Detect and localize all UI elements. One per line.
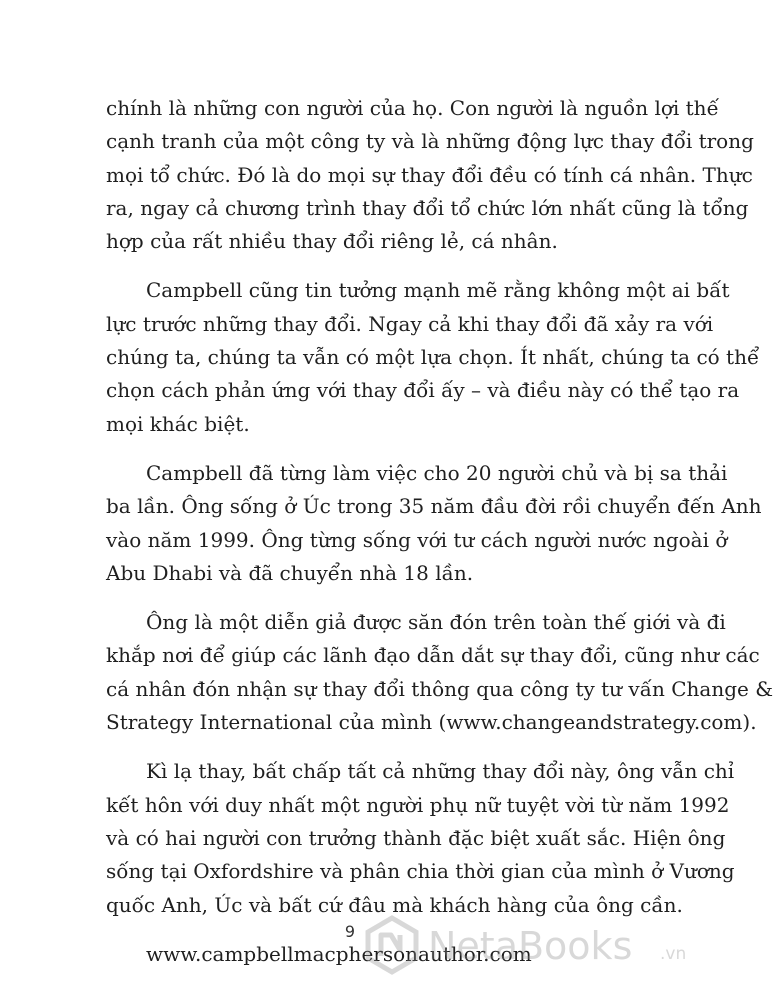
page-number: 9 [344,922,356,941]
text-line: mọi tổ chức. Đó là do mọi sự thay đổi đều có tính cá nhân. Thực [106,162,753,187]
watermark-suffix: .vn [660,944,687,964]
text-line: khắp nơi để giúp các lãnh đạo dẫn dắt sự thay đổi, cũng như các [106,643,760,668]
paragraph-4 [106,606,773,739]
paragraph-1 [106,92,754,258]
text-line: kết hôn với duy nhất một người phụ nữ tuyệt vời từ năm 1992 [106,792,730,817]
text-line: và có hai người con trưởng thành đặc biệt xuất sắc. Hiện ông [106,825,726,850]
text-line: vào năm 1999. Ông từng sống với tư cách người nước ngoài ở [106,527,728,552]
text-line: Abu Dhabi và đã chuyển nhà 18 lần. [106,560,474,585]
text-line: chính là những con người của họ. Con người là nguồn lợi thế [106,96,719,120]
text-line: cạnh tranh của một công ty và là những động lực thay đổi trong [106,129,754,154]
text-line: chúng ta, chúng ta vẫn có một lựa chọn. Ít nhất, chúng ta có thể [106,345,760,370]
text-line: Campbell cũng tin tưởng mạnh mẽ rằng không một ai bất [146,278,730,303]
paragraph-5 [106,755,735,921]
text-line: Campbell đã từng làm việc cho 20 người chủ và bị sa thải [146,460,728,485]
watermark-brand: NetaBooks [428,924,633,968]
text-line: hợp của rất nhiều thay đổi riêng lẻ, cá nhân. [106,229,558,254]
text-line: Strategy International của mình (www.changeandstrategy.com). [106,710,757,735]
text-line: sống tại Oxfordshire và phân chia thời gian của mình ở Vương [106,859,735,884]
netabooks-watermark [362,914,696,976]
text-line: mọi khác biệt. [106,411,250,436]
website-url: www.campbellmacphersonauthor.com [146,941,532,966]
text-line: ra, ngay cả chương trình thay đổi tổ chức lớn nhất cũng là tổng [106,195,749,220]
paragraph-3 [106,457,762,590]
text-line: ba lần. Ông sống ở Úc trong 35 năm đầu đời rồi chuyển đến Anh [106,494,762,519]
text-line: Ông là một diễn giả được săn đón trên toàn thế giới và đi [146,610,726,635]
text-line: lực trước những thay đổi. Ngay cả khi thay đổi đã xảy ra với [106,311,714,336]
netabooks-logo-icon [368,918,416,972]
text-line: quốc Anh, Úc và bất cứ đâu mà khách hàng của ông cần. [106,892,683,917]
text-line: cá nhân đón nhận sự thay đổi thông qua công ty tư vấn Change & [106,676,773,701]
paragraph-2 [106,274,760,440]
text-line: Kì lạ thay, bất chấp tất cả những thay đổi này, ông vẫn chỉ [146,759,735,784]
text-line: chọn cách phản ứng với thay đổi ấy – và điều này có thể tạo ra [106,378,740,403]
